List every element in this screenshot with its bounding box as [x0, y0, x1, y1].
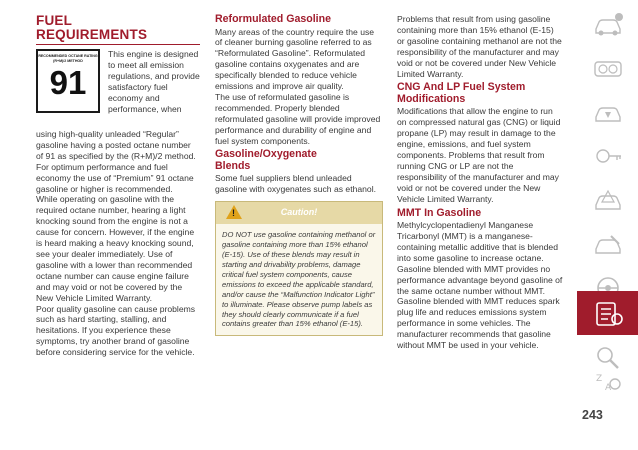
svg-text:Z: Z [595, 374, 602, 384]
knocking-paragraph: While operating on gasoline with the required octane number, hearing a light knocking sound from the engine is not a cause for concern. However, if the engine is heard making a heavy knocking sound, see your dealer immediately. Use of gasoline with a lower than recommended octane number can cause engine failure and may void or not be covered by the New Vehicle Limited Warranty. [36, 194, 195, 303]
mmt-title: MMT In Gasoline [397, 206, 482, 219]
fuel-requirements-title: FUEL REQUIREMENTS [36, 14, 200, 45]
octane-rating-label [36, 49, 100, 113]
cng-paragraph: Modifications that allow the engine to run on compressed natural gas (CNG) or liquid propane (LP) may result in damage to the engine, emissions, and fuel system components. Problems that result from running CNG or LP are not the responsibility of the manufacturer and may void or not be covered under the New Vehicle Limited Warranty. [397, 106, 561, 204]
reformulated-title: Reformulated Gasoline [215, 13, 331, 25]
cng-title: CNG And LP Fuel System Modifications [397, 81, 526, 105]
chapter-sidebar [577, 0, 638, 450]
column-1 [36, 14, 200, 358]
oxygenate-title: Gasoline/Oxygenate Blends [215, 148, 317, 172]
page-number: 243 [582, 408, 603, 422]
octane-label-text: RECOMMENDED OCTANE RATING (R+M)/2 METHOD [38, 54, 98, 63]
key-start-icon[interactable] [577, 134, 638, 178]
caution-header: ! Caution! [216, 202, 382, 224]
reformulated-paragraph-2: The use of reformulated gasoline is recommended. Properly blended reformulated gasoline will provide improved performance and durability of engine and fuel system components. [215, 91, 381, 146]
caution-box [215, 201, 383, 336]
column-2 [215, 14, 383, 336]
intro-paragraph: using high-quality unleaded “Regular” gasoline having a posted octane number of 91 as specified by the (R+M)/2 method. For optimum performance and fuel economy the use of “Premium” 91 octane gasoline or higher is recommended. [36, 129, 196, 194]
tech-specs-icon[interactable] [577, 291, 638, 335]
column-3 [397, 14, 563, 351]
intro-wrap-text: This engine is designed to meet all emission regulations, and provide satisfactory fuel economy and performance, when [108, 49, 200, 114]
caution-text: DO NOT use gasoline containing methanol or gasoline containing more than 15% ethanol (E-15). Use of these blends may result in starting and drivability problems, damage critical fuel system components, cause emissions to exceed the applicable standard, and/or cause the “Malfunction Indicator Light” to illuminate. Please observe pump labels as they should clearly communicate if a fuel contains greater than 15% ethanol (E-15). [222, 230, 376, 329]
car-service-icon[interactable] [577, 222, 638, 266]
ethanol-problems-paragraph: Problems that result from using gasoline containing more than 15% ethanol (E-15) or gasoline containing methanol are not the responsibility of the manufacturer and may void or not be covered under New Vehicle Limited Warranty. [397, 14, 562, 79]
mmt-paragraph: Methylcyclopentadienyl Manganese Tricarbonyl (MMT) is a manganese-containing metallic additive that is blended into some gasoline to increase octane. Gasoline blended with MMT provides no performance advantage beyond gasoline of the same octane number without MMT. Gasoline blended with MMT reduces spark plug life and reduces emissions system performance in some vehicles. The manufacturer recommends that gasoline without MMT be used in your vehicle. [397, 220, 563, 351]
octane-intro [36, 49, 200, 129]
svg-text:A: A [604, 383, 611, 393]
car-safety-icon[interactable] [577, 90, 638, 134]
oxygenate-paragraph: Some fuel suppliers blend unleaded gasoline with oxygenates such as ethanol. [215, 173, 376, 195]
car-info-icon[interactable] [577, 2, 638, 46]
poor-quality-paragraph: Poor quality gasoline can cause problems such as hard starting, stalling, and hesitations. If you experience these symptoms, try another brand of gasoline before considering service for the vehicle. [36, 303, 196, 358]
dashboard-icon[interactable] [577, 46, 638, 90]
car-emergency-icon[interactable] [577, 178, 638, 222]
octane-value: 91 [49, 64, 87, 102]
caution-title: Caution! [280, 207, 318, 218]
language-index-icon[interactable] [577, 360, 638, 404]
reformulated-paragraph-1: Many areas of the country require the use of cleaner burning gasoline referred to as “Reformulated Gasoline”. Reformulated gasoline contains oxygenates and are specifically blended to reduce vehicle emissions and improve air quality. [215, 26, 375, 92]
